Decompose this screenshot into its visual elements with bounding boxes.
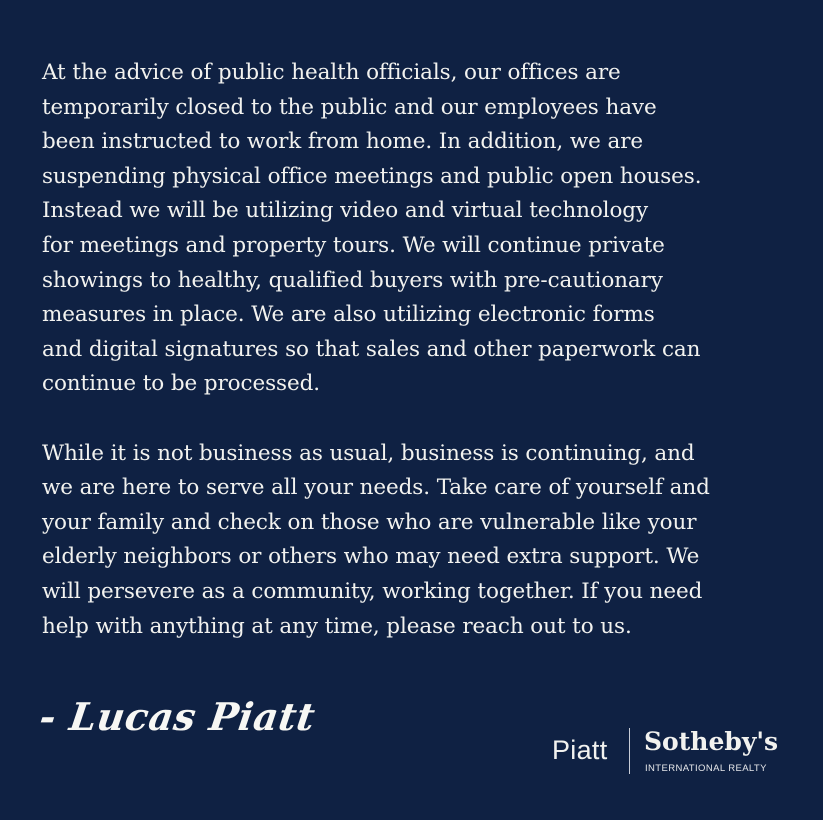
paragraph-line: will persevere as a community, working together. If you need <box>42 578 703 604</box>
paragraph-line: your family and check on those who are vulnerable like your <box>42 509 697 535</box>
signature: - Lucas Piatt <box>36 694 319 739</box>
message-paragraph-1 <box>42 56 802 402</box>
paragraph-line: temporarily closed to the public and our employees have <box>42 94 657 120</box>
paragraph-line: we are here to serve all your needs. Take care of yourself and <box>42 475 710 501</box>
message-paragraph-2 <box>42 437 802 645</box>
logo-divider <box>629 728 630 774</box>
paragraph-line: showings to healthy, qualified buyers with pre-cautionary <box>42 267 663 293</box>
logo-sothebys-wordmark: Sotheby's <box>644 727 779 756</box>
paragraph-line: measures in place. We are also utilizing electronic forms <box>42 302 655 328</box>
paragraph-line: At the advice of public health officials, our offices are <box>42 60 621 85</box>
paragraph-line: and digital signatures so that sales and other paperwork can <box>42 336 701 362</box>
paragraph-line: been instructed to work from home. In addition, we are <box>42 129 644 155</box>
paragraph-line: While it is not business as usual, business is continuing, and <box>42 440 695 466</box>
paragraph-line: suspending physical office meetings and public open houses. <box>42 163 702 189</box>
brand-logo <box>552 728 792 776</box>
paragraph-line: Instead we will be utilizing video and virtual technology <box>42 198 649 224</box>
paragraph-line: help with anything at any time, please reach out to us. <box>42 613 632 639</box>
paragraph-line: for meetings and property tours. We will continue private <box>42 232 665 258</box>
logo-subtitle: INTERNATIONAL REALTY <box>645 763 767 774</box>
paragraph-line: elderly neighbors or others who may need extra support. We <box>42 544 700 570</box>
paragraph-line: continue to be processed. <box>42 371 320 397</box>
logo-piatt-wordmark: Piatt <box>552 735 608 765</box>
message-body <box>42 56 802 644</box>
